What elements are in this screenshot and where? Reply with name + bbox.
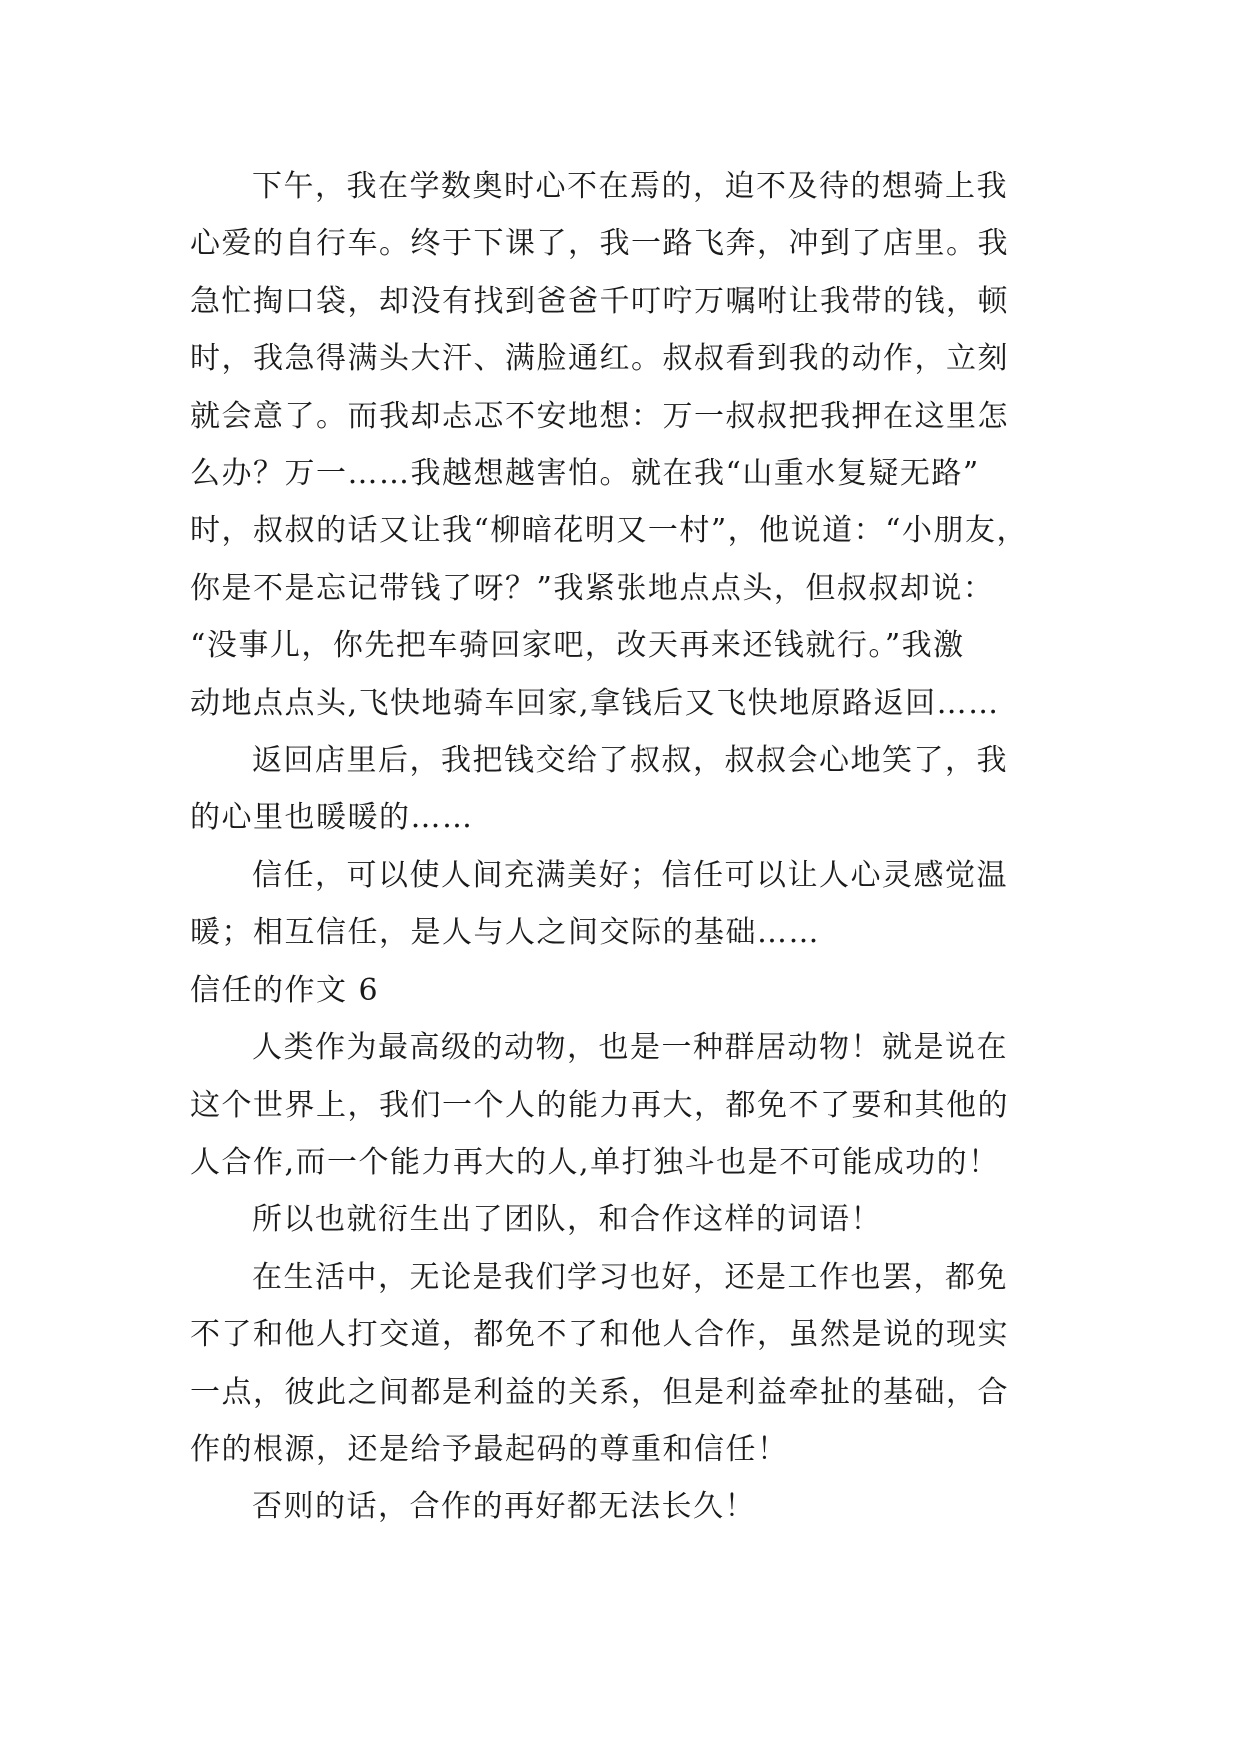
document-body [190,158,1052,1536]
paragraph: 返回店里后，我把钱交给了叔叔，叔叔会心地笑了，我 的心里也暖暖的…… [190,743,1008,836]
paragraph: 下午，我在学数奥时心不在焉的，迫不及待的想骑上我 心爱的自行车。终于下课了，我一路飞奔，冲到了店里。我 急忙掏口袋，却没有找到爸爸千叮咛万嘱咐让我带的钱，顿 时，我急得满头大汗、满脸通红。叔叔看到我的动作，立刻 就会意了。而我却忐忑不安地想：万一叔叔把我押在这里怎 么办？万一……我越想越害怕。就在我“山重水复疑无路” 时，叔叔的话又让我“柳暗花明又一村”，他说道：“小朋友， 你是不是忘记带钱了呀？”我紧张地点点头，但叔叔却说： “没事儿，你先把车骑回家吧，改天再来还钱就行。”我激 动地点点头,飞快地骑车回家,拿钱后又飞快地原路返回…… [190,169,1029,721]
paragraph: 在生活中，无论是我们学习也好，还是工作也罢，都免 不了和他人打交道，都免不了和他人合作，虽然是说的现实 一点，彼此之间都是利益的关系，但是利益牵扯的基础，合 作的根源，还是给予最起码的尊重和信任！ [190,1259,1009,1467]
paragraph: 否则的话，合作的再好都无法长久！ [252,1489,756,1525]
paragraph: 信任，可以使人间充满美好；信任可以让人心灵感觉温 暖；相互信任，是人与人之间交际的基础…… [190,857,1008,951]
paragraph: 所以也就衍生出了团队，和合作这样的词语！ [252,1202,882,1238]
section-heading: 信任的作文 6 [190,972,380,1008]
paragraph: 人类作为最高级的动物，也是一种群居动物！就是说在 这个世界上，我们一个人的能力再大，都免不了要和其他的 人合作,而一个能力再大的人,单打独斗也是不可能成功的！ [190,1030,1009,1180]
